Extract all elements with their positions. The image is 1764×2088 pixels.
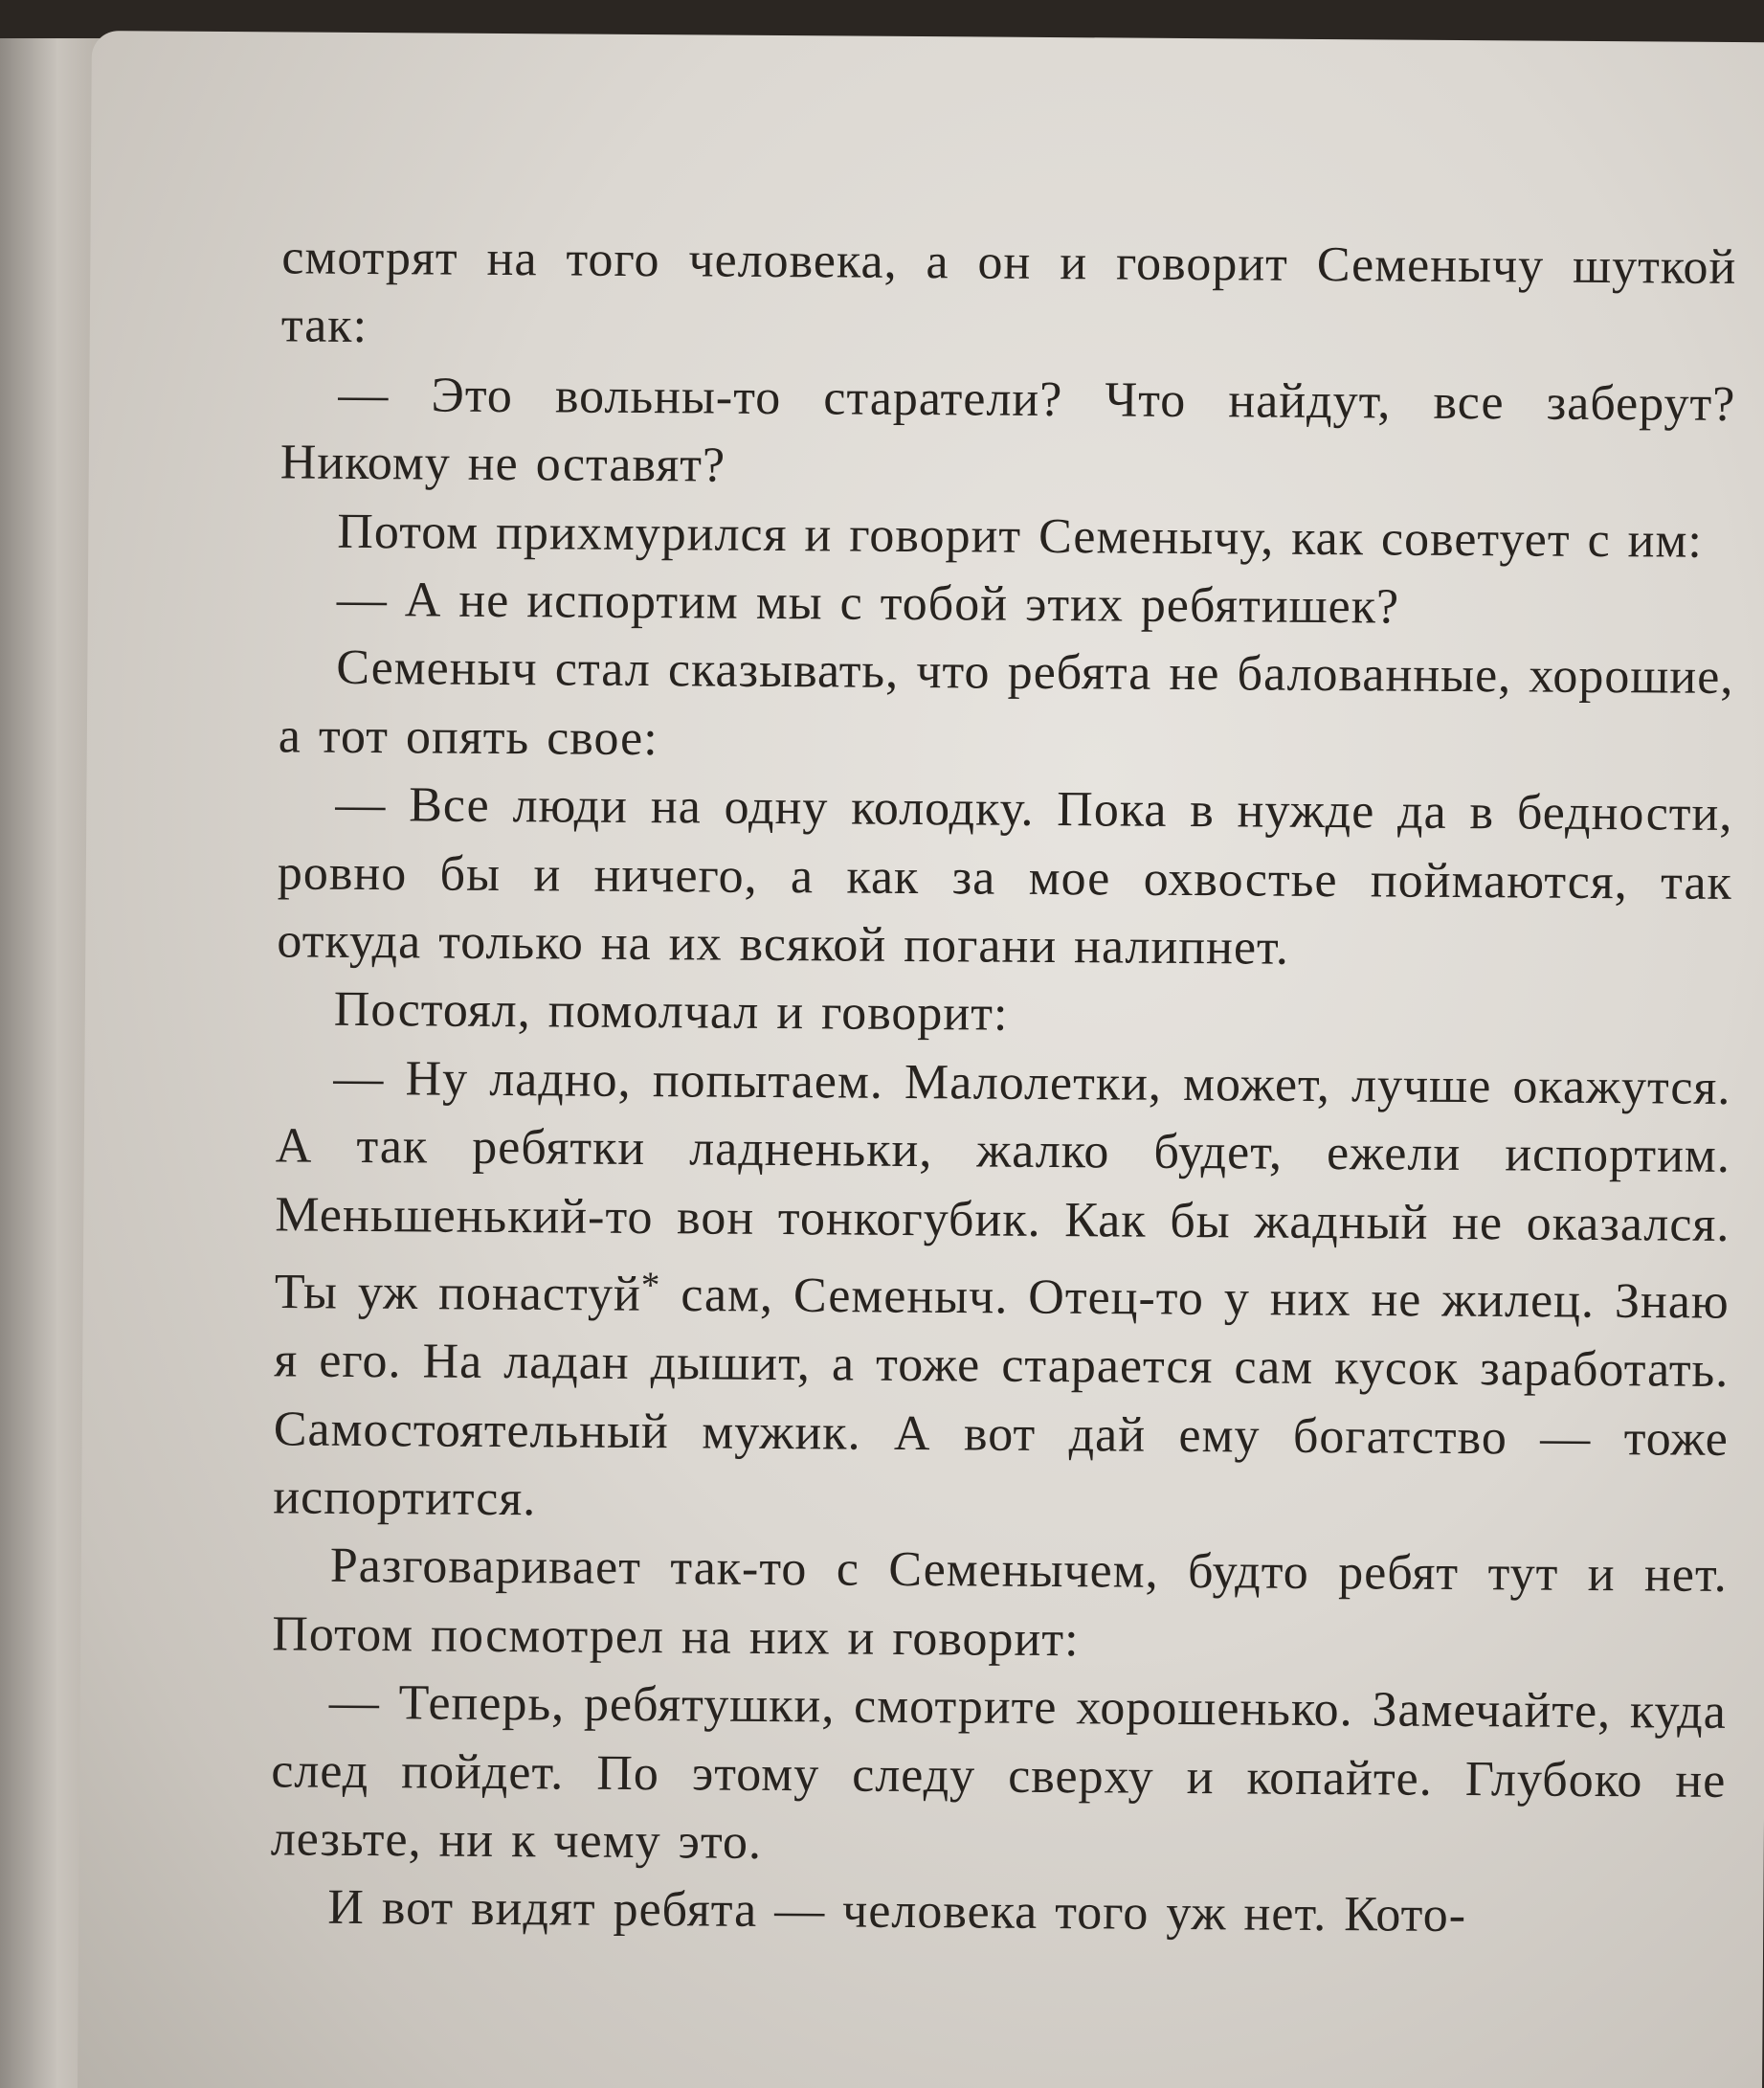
paragraph: — Теперь, ребятушки, смотрите хорошенько. Замечайте, куда след пойдет. По этому следу сверху и копайте. Глубоко не лезьте, ни к чему это. xyxy=(270,1674,1727,1870)
paragraph-text: сам, Семеныч. Отец-то у них не жилец. Знаю я его. На ладан дышит, а тоже старается сам кусок заработать. Самостоятельный мужик. А вот дай ему богатство — тоже испортится. xyxy=(273,1267,1730,1527)
paragraph: Семеныч стал сказывать, что ребята не балованные, хорошие, а тот опять свое: xyxy=(278,640,1734,766)
paragraph: Разговаривает так-то с Семенычем, будто ребят тут и нет. Потом посмотрел на них и говорит: xyxy=(272,1538,1728,1668)
paragraph: — А не испортим мы с тобой этих ребятишек? xyxy=(336,572,1400,635)
paragraph: — Все люди на одну колодку. Пока в нужде да в бедности, ровно бы и ничего, а как за мое охвостье поймаются, так откуда только на их всякой погани налипнет. xyxy=(277,777,1733,976)
paragraph: Потом прихмурился и говорит Семенычу, как советует с им: xyxy=(337,504,1704,569)
page-text xyxy=(270,223,1736,1951)
paragraph: — Это вольны-то старатели? Что найдут, все заберут? Никому не оставят? xyxy=(279,367,1736,493)
paragraph: И вот видят ребята — человека того уж нет. Кото- xyxy=(327,1880,1467,1943)
book-page xyxy=(78,31,1764,2088)
paragraph-text: — Ну ладно, попытаем. Малолетки, может, лучше окажутся. А так ребятки ладненьки, жалко будет, ежели испортим. Меньшенький-то вон тонкогубик. Как бы жадный не оказался. Ты уж понастуй xyxy=(274,1050,1731,1322)
footnote-mark: * xyxy=(640,1265,661,1307)
paragraph xyxy=(273,1044,1731,1541)
paragraph: смотрят на того человека, а он и говорит Семенычу шуткой так: xyxy=(280,230,1737,354)
paragraph: Постоял, помолчал и говорит: xyxy=(333,982,1009,1043)
